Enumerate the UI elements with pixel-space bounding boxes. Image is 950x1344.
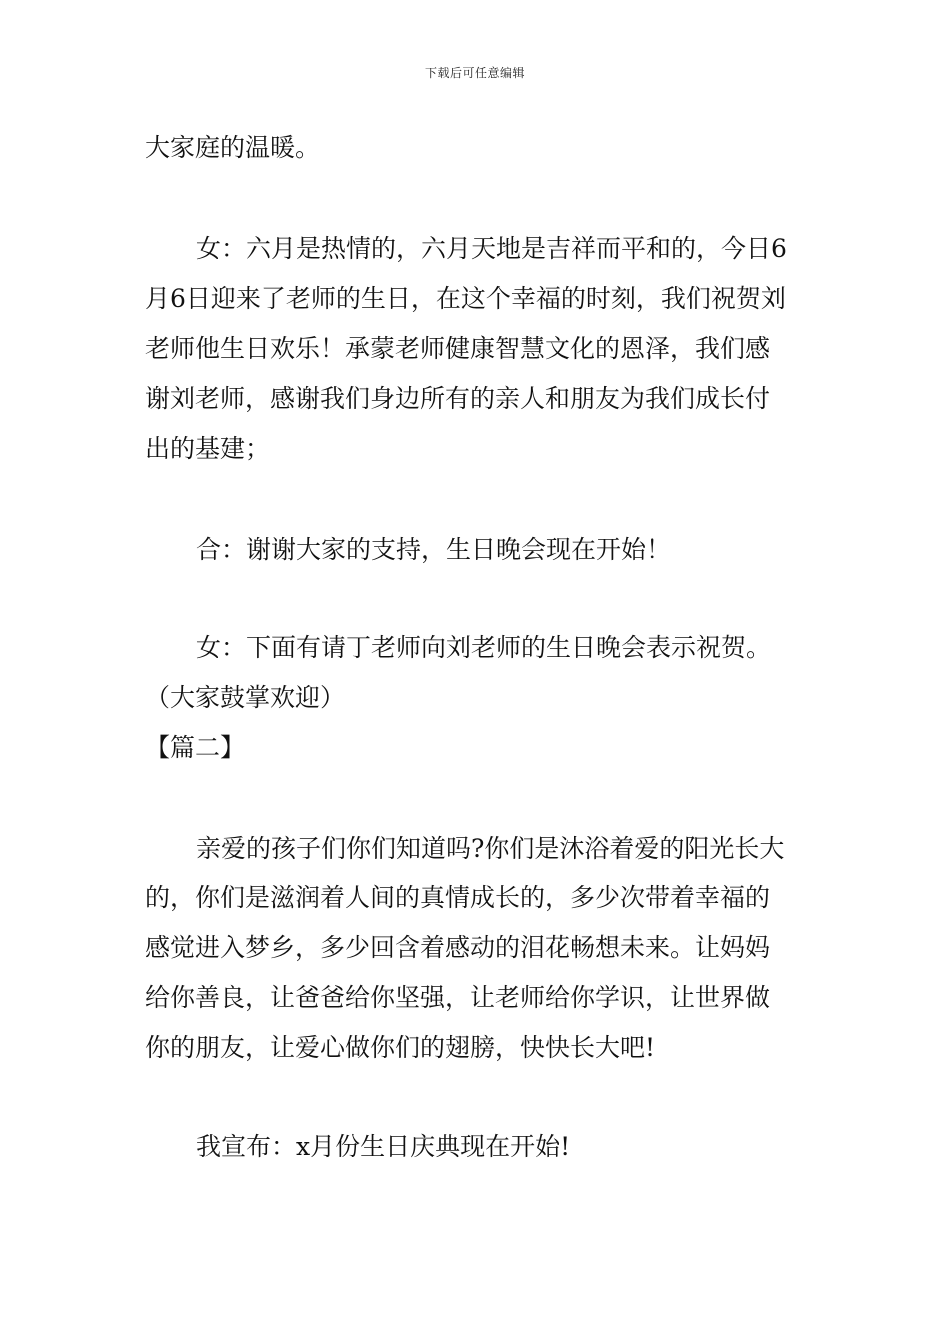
paragraph-line: 月6日迎来了老师的生日，在这个幸福的时刻，我们祝贺刘 <box>145 284 786 313</box>
paragraph-line: 大家庭的温暖。 <box>145 133 321 162</box>
paragraph-line: 我宣布：x月份生日庆典现在开始! <box>196 1132 571 1161</box>
paragraph-line: 女：六月是热情的，六月天地是吉祥而平和的，今日6 <box>196 234 787 263</box>
paragraph-line: 亲爱的孩子们你们知道吗?你们是沐浴着爱的阳光长大 <box>196 834 785 863</box>
page-header: 下载后可任意编辑 <box>424 66 525 80</box>
paragraph-line: 女：下面有请丁老师向刘老师的生日晚会表示祝贺。 <box>196 633 772 662</box>
paragraph-line: 合：谢谢大家的支持，生日晚会现在开始！ <box>196 535 672 564</box>
paragraph-line: （大家鼓掌欢迎） <box>145 683 346 712</box>
paragraph-line: 的，你们是滋润着人间的真情成长的，多少次带着幸福的 <box>145 883 771 912</box>
section-heading: 【篇二】 <box>145 733 246 762</box>
paragraph-line: 谢刘老师，感谢我们身边所有的亲人和朋友为我们成长付 <box>145 384 771 413</box>
paragraph-line: 你的朋友，让爱心做你们的翅膀，快快长大吧! <box>145 1033 656 1062</box>
paragraph-line: 老师他生日欢乐！承蒙老师健康智慧文化的恩泽，我们感 <box>145 334 771 363</box>
paragraph-line: 感觉进入梦乡，多少回含着感动的泪花畅想未来。让妈妈 <box>145 933 771 962</box>
paragraph-line: 给你善良，让爸爸给你坚强，让老师给你学识，让世界做 <box>145 983 771 1012</box>
paragraph-line: 出的基建； <box>145 434 271 463</box>
